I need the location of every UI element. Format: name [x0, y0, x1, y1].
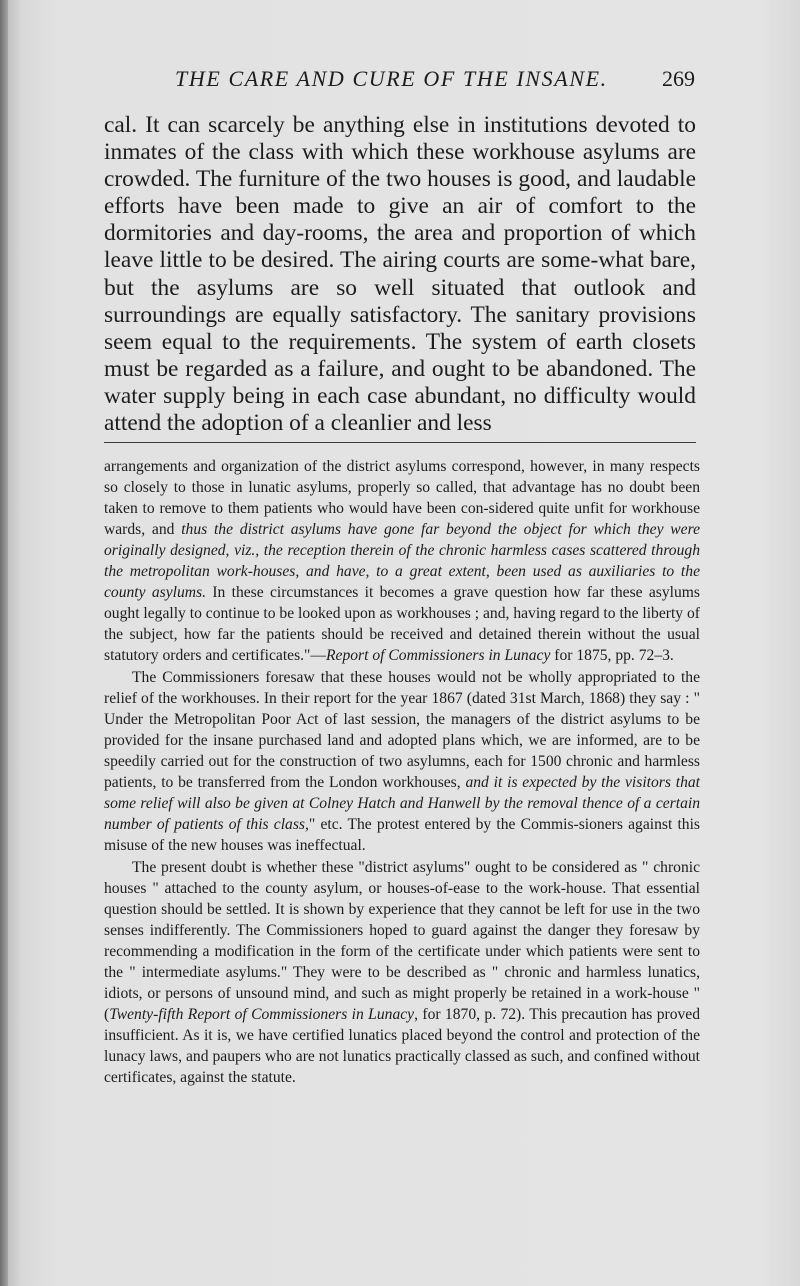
footnote-1-text-c: for 1875, pp. 72–3. — [550, 647, 674, 664]
running-head — [175, 62, 695, 96]
footnote-2-text-a: The Commissioners foresaw that these houses would not be wholly appropriated to the relief of the workhouses. In their report for the year 1867 (dated 31st March, 1868) they say : " Under the Metropolitan Poor Act of last session, the managers of the district asylums to be provided for the insane purchased land and adopted plans which, we are informed, are to be speedily carried out for the construction of two asylumns, each for 1500 chronic and harmless patients, to be transferred from the London workhouses, — [104, 669, 700, 791]
footnote-1-italic-a: thus the district asylums have gone far beyond the object for which they were originally designed, viz., the reception therein of the chronic harmless cases scattered through the metropolitan work-houses, and have, to a great extent, been used as auxiliaries to the county asylums. — [104, 521, 700, 601]
page-binding-edge — [0, 0, 8, 1286]
footnote-3-text-b: , for 1870, p. 72). This precaution has proved insufficient. As it is, we have certified lunatics placed beyond the control and protection of the lunacy laws, and paupers who are not lunatics practically classed as such, and confined without certificates, against the statute. — [104, 1006, 701, 1086]
footnote-1-text-a: arrangements and organization of the district asylums correspond, however, in many respects so closely to those in lunatic asylums, properly so called, that advantage has no doubt been taken to remove to them patients who would have been con-sidered quite unfit for workhouse wards, and — [104, 458, 700, 538]
page-number: 269 — [662, 66, 695, 91]
body-paragraph: cal. It can scarcely be anything else in institutions devoted to inmates of the class with which these workhouse asylums are crowded. The furniture of the two houses is good, and laudable efforts have been made to give an air of comfort to the dormitories and day-rooms, the area and proportion of which leave little to be desired. The airing courts are some-what bare, but the asylums are so well situated that outlook and surroundings are equally satisfactory. The sanitary provisions seem equal to the requirements. The system of earth closets must be regarded as a failure, and ought to be abandoned. The water supply being in each case abundant, no difficulty would attend the adoption of a cleanlier and less — [104, 112, 696, 437]
footnote-1-citation: Report of Commissioners in Lunacy — [326, 647, 551, 664]
running-title: THE CARE AND CURE OF THE INSANE. — [175, 66, 608, 91]
footnote-paragraph-1 — [104, 456, 700, 666]
footnote-2-italic: and it is expected by the visitors that some relief will also be given at Colney Hatch and Hanwell by the removal thence of a certain number of patients of this class, — [104, 774, 700, 833]
footnote-1-text-b: In these circumstances it becomes a grave question how far these asylums ought legally to continue to be looked upon as workhouses ; and, having regard to the liberty of the subject, how far the patients should be received and detained therein without the usual statutory orders and certificates."— — [104, 584, 700, 664]
footnote-divider — [104, 442, 696, 443]
footnote-3-text-a: The present doubt is whether these "district asylums" ought to be considered as " chronic houses " attached to the county asylum, or houses-of-ease to the work-house. That essential question should be settled. It is shown by experience that they cannot be left for use in the two senses indifferently. The Commissioners hoped to guard against the danger they foresaw by recommending a modification in the form of the certificate under which patients were sent to the " intermediate asylums." They were to be described as " chronic and harmless lunatics, idiots, or persons of unsound mind, and such as might properly be retained in a work-house " ( — [104, 859, 700, 1023]
footnote-paragraph-3 — [104, 857, 700, 1088]
footnote-2-text-b: " etc. The protest entered by the Commis-sioners against this misuse of the new houses was ineffectual. — [104, 816, 701, 854]
footnote-block — [104, 456, 700, 1088]
footnote-3-citation: Twenty-fifth Report of Commissioners in Lunacy — [109, 1006, 415, 1023]
footnote-paragraph-2 — [104, 667, 700, 856]
